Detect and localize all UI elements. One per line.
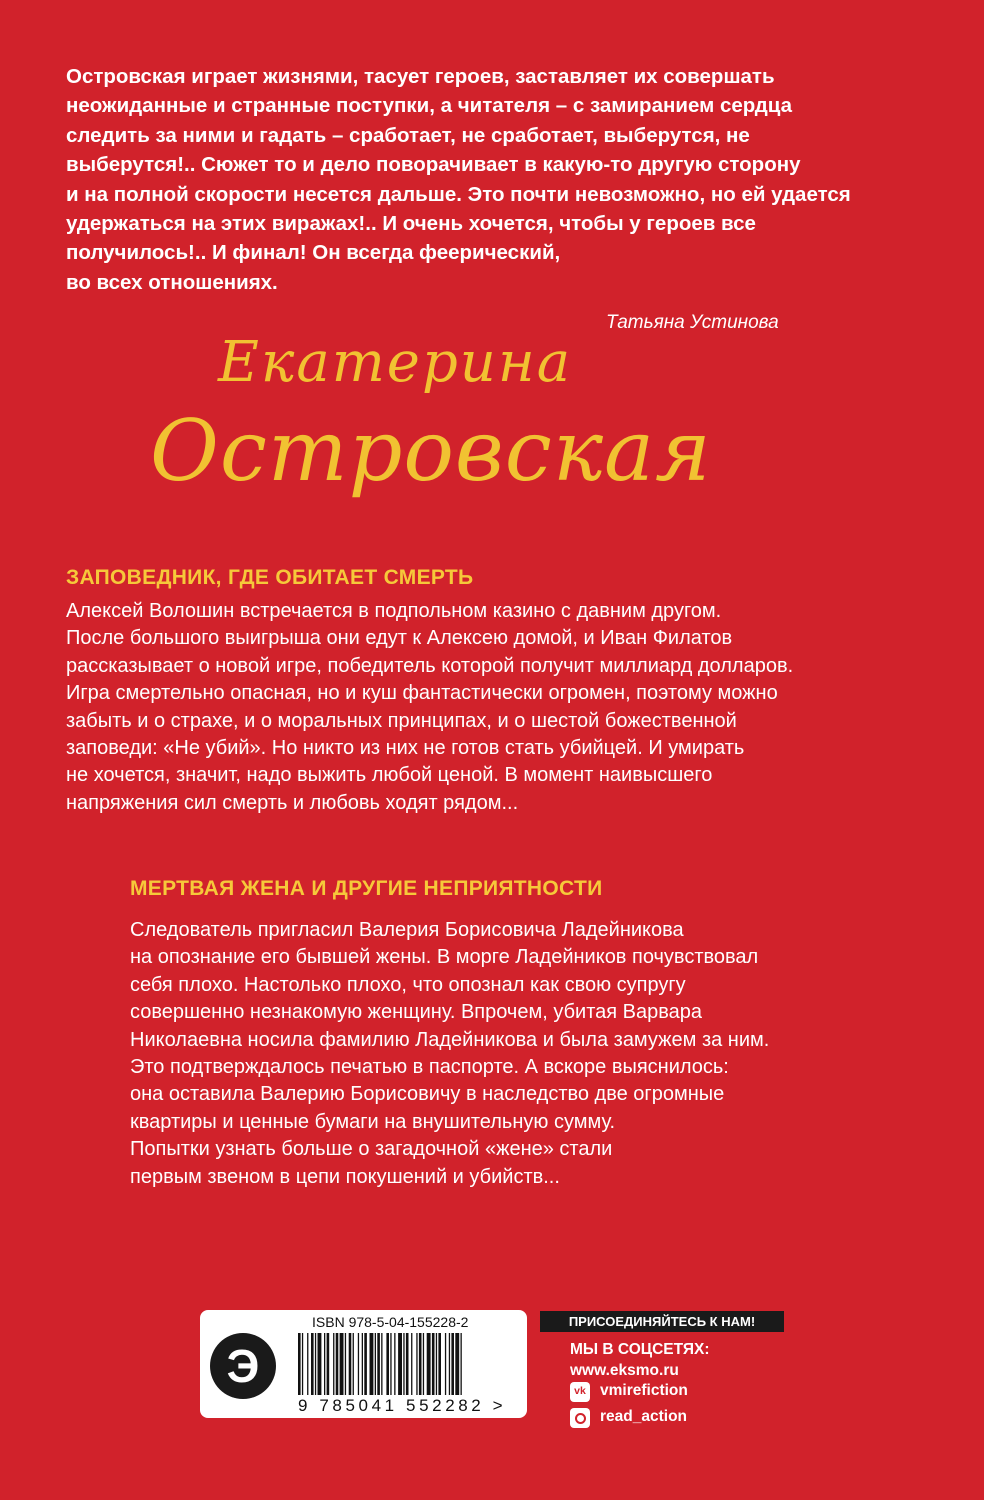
quote-author: Татьяна Устинова (606, 312, 779, 333)
quote-line: неожиданные и странные поступки, а читателя – с замиранием сердца (66, 94, 793, 118)
description-line: себя плохо. Настолько плохо, что опознал как свою супругу (130, 973, 686, 996)
quote-line: во всех отношениях. (66, 270, 278, 294)
description-line: Алексей Волошин встречается в подпольном казино с давним другом. (66, 600, 722, 622)
description-line: Это подтверждалось печатью в паспорте. А вскоре выяснилось: (130, 1056, 729, 1079)
author-name-signature (150, 330, 712, 520)
description-line: Попытки узнать больше о загадочной «жене» стали (130, 1138, 613, 1161)
publisher-logo-letter: Э (226, 1340, 260, 1392)
description-line: квартиры и ценные бумаги на внушительную сумму. (130, 1110, 616, 1133)
quote-line: получилось!.. И финал! Он всегда феерический, (66, 241, 561, 265)
vk-label: vmirefiction (600, 1382, 688, 1399)
website-link[interactable]: www.eksmo.ru (570, 1362, 679, 1379)
quote-line: удержаться на этих виражах!.. И очень хочется, чтобы у героев все (66, 212, 756, 236)
description-line: Николаевна носила фамилию Ладейникова и была замужем за ним. (130, 1028, 770, 1051)
quote-line: выберутся!.. Сюжет то и дело поворачивает в какую-то другую сторону (66, 153, 801, 177)
social-heading: МЫ В СОЦСЕТЯХ: (570, 1341, 710, 1358)
description-line: забыть и о страхе, и о моральных принципах, и о шестой божественной (66, 709, 737, 732)
instagram-icon-ring (575, 1413, 586, 1424)
description-line: заповеди: «Не убий». Но никто из них не готов стать убийцей. И умирать (66, 737, 745, 760)
quote-line: следить за ними и гадать – сработает, не сработает, выберутся, не (66, 123, 750, 147)
description-line: Следователь пригласил Валерия Борисовича Ладейникова (130, 919, 684, 941)
review-quote (66, 62, 906, 297)
barcode-icon (296, 1333, 510, 1395)
description-line: совершенно незнакомую женщину. Впрочем, убитая Варвара (130, 1001, 702, 1024)
quote-line: Островская играет жизнями, тасует героев, заставляет их совершать (66, 65, 775, 88)
book-1-description (66, 598, 896, 817)
description-line: После большого выигрыша они едут к Алексею домой, и Иван Филатов (66, 627, 733, 650)
author-last-name: Островская (150, 402, 712, 500)
description-line: рассказывает о новой игре, победитель которой получит миллиард долларов. (66, 654, 794, 677)
vk-icon (570, 1382, 590, 1402)
book-2-description (130, 917, 830, 1191)
join-us-banner: ПРИСОЕДИНЯЙТЕСЬ К НАМ! (540, 1311, 784, 1332)
description-line: Игра смертельно опасная, но и куш фантастически огромен, поэтому можно (66, 682, 778, 705)
book-1-title: ЗАПОВЕДНИК, ГДЕ ОБИТАЕТ СМЕРТЬ (66, 566, 474, 589)
book-2-title: МЕРТВАЯ ЖЕНА И ДРУГИЕ НЕПРИЯТНОСТИ (130, 877, 603, 900)
description-line: первым звеном в цепи покушений и убийств... (130, 1165, 560, 1188)
instagram-icon (570, 1408, 590, 1428)
description-line: напряжения сил смерть и любовь ходят рядом... (66, 791, 519, 814)
description-line: на опознание его бывшей жены. В морге Ладейников почувствовал (130, 946, 759, 969)
instagram-label: read_action (600, 1408, 688, 1425)
barcode-digits: 9 785041 552282 > (298, 1396, 507, 1415)
vk-icon-glyph: vk (574, 1385, 586, 1397)
description-line: не хочется, значит, надо выжить любой ценой. В момент наивысшего (66, 764, 713, 787)
author-first-name: Екатерина (218, 330, 573, 395)
publisher-logo-icon (210, 1333, 276, 1399)
quote-line: и на полной скорости несется дальше. Это почти невозможно, но ей удается (66, 182, 851, 206)
isbn-label: ISBN 978-5-04-155228-2 (312, 1314, 469, 1330)
description-line: она оставила Валерию Борисовичу в наследство две огромные (130, 1083, 725, 1106)
